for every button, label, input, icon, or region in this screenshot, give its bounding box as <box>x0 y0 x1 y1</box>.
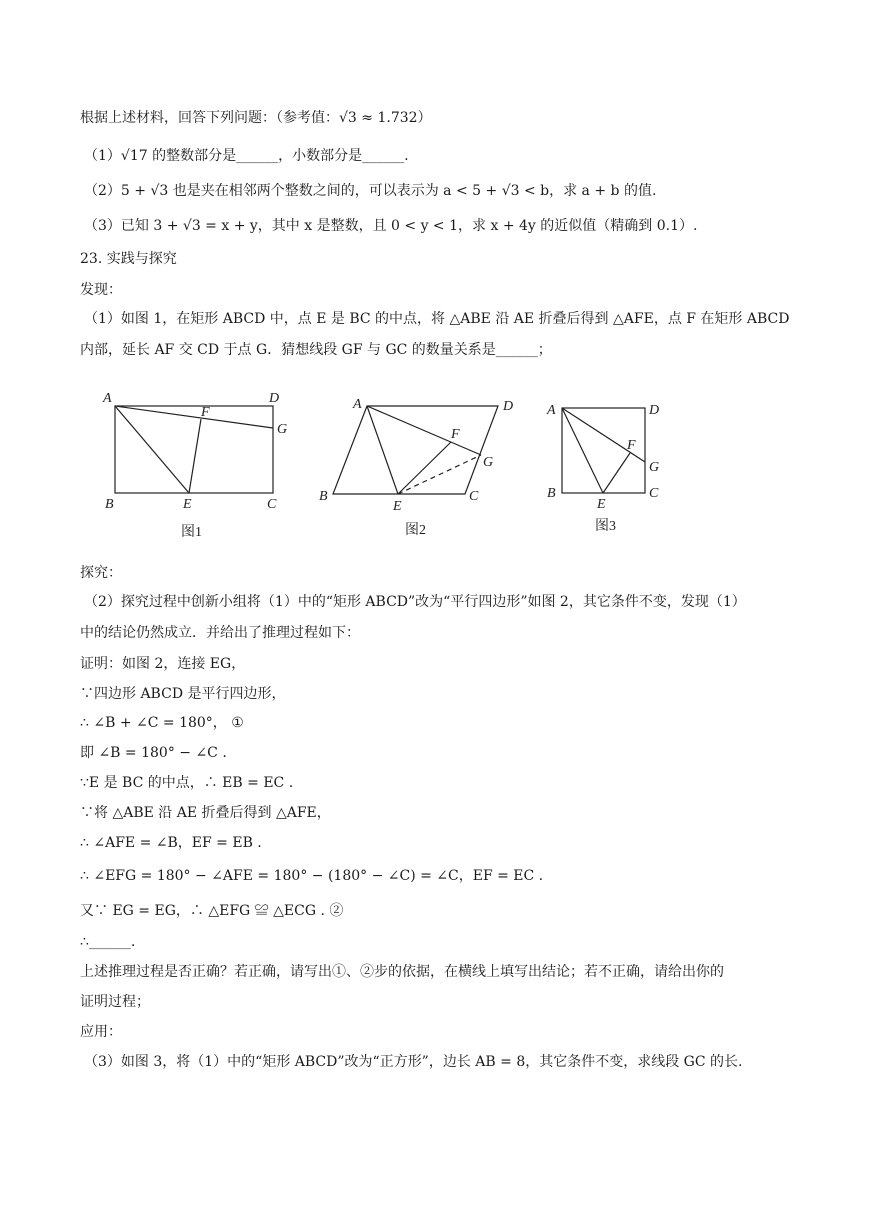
text-line-q2: （2）5 + √3 也是夹在相邻两个整数之间的，可以表示为 a < 5 + √3 < b，求 a + b 的值. <box>84 183 657 199</box>
text-line-q1: （1）√17 的整数部分是______，小数部分是______. <box>84 148 409 164</box>
fig1-segment-ae <box>115 406 189 493</box>
fig3-label-c: C <box>649 486 659 501</box>
fig2-label-d: D <box>503 399 514 414</box>
fig3-label-f: F <box>627 438 636 453</box>
fig1-segment-ag <box>115 406 273 428</box>
fig1-label-b: B <box>105 497 114 512</box>
fig2-parallelogram <box>333 406 498 494</box>
proof-line-conclusion: ∴______. <box>80 934 136 950</box>
proof-line-4: 即 ∠B = 180° − ∠C . <box>80 745 227 761</box>
proof-line-8: ∴ ∠EFG = 180° − ∠AFE = 180° − (180° − ∠C) = ∠C，EF = EC . <box>80 868 544 884</box>
fig3-caption: 图3 <box>595 519 616 534</box>
proof-line-9: 又∵ EG = EG，∴ △EFG ≌ △ECG . ② <box>80 903 344 919</box>
fig3-label-d: D <box>649 403 660 418</box>
fig2-label-e: E <box>393 499 402 514</box>
figure-2 <box>333 406 498 494</box>
text-line-part2-cont: 中的结论仍然成立．并给出了推理过程如下： <box>80 625 360 641</box>
fig1-label-a: A <box>103 391 112 406</box>
proof-line-1: 证明：如图 2，连接 EG， <box>80 656 246 672</box>
fig2-label-b: B <box>319 489 328 504</box>
fig2-label-g: G <box>483 455 494 470</box>
text-line-part3: （3）如图 3，将（1）中的“矩形 ABCD”改为“正方形”，边长 AB = 8，其它条件不变，求线段 GC 的长. <box>84 1054 743 1070</box>
section-heading-apply: 应用： <box>80 1024 122 1040</box>
fig2-segment-ef <box>398 442 451 494</box>
fig1-label-c: C <box>267 497 277 512</box>
proof-line-5: ∵E 是 BC 的中点，∴ EB = EC . <box>80 775 294 791</box>
fig1-label-g: G <box>277 422 288 437</box>
text-line-question: 上述推理过程是否正确？若正确，请写出①、②步的依据，在横线上填写出结论；若不正确，请给出你的 <box>80 964 724 980</box>
section-heading-explore: 探究： <box>80 565 122 581</box>
text-line-q3: （3）已知 3 + √3 = x + y，其中 x 是整数，且 0 < y < 1，求 x + 4y 的近似值（精确到 0.1）. <box>84 218 698 234</box>
fig3-label-a: A <box>547 403 556 418</box>
fig2-label-f: F <box>451 427 460 442</box>
proof-line-2: ∵四边形 ABCD 是平行四边形， <box>80 686 286 702</box>
figure-1 <box>115 406 273 493</box>
fig2-caption: 图2 <box>405 523 426 538</box>
fig3-label-g: G <box>649 460 660 475</box>
fig3-label-b: B <box>547 486 556 501</box>
fig1-label-e: E <box>183 497 192 512</box>
fig2-segment-ae <box>367 406 398 494</box>
fig2-label-c: C <box>469 489 479 504</box>
fig2-segment-ag <box>367 406 481 455</box>
text-line-question-cont: 证明过程； <box>80 994 150 1010</box>
fig2-label-a: A <box>353 397 362 412</box>
fig1-segment-ef <box>189 419 201 493</box>
fig1-caption: 图1 <box>181 525 202 540</box>
section-heading-discover: 发现： <box>80 282 122 298</box>
figures-group <box>95 380 715 545</box>
proof-line-6: ∵将 △ABE 沿 AE 折叠后得到 △AFE， <box>80 805 331 821</box>
text-line-part1: （1）如图 1，在矩形 ABCD 中，点 E 是 BC 的中点，将 △ABE 沿 AE 折叠后得到 △AFE，点 F 在矩形 ABCD <box>84 311 790 327</box>
proof-line-3: ∴ ∠B + ∠C = 180°， ① <box>80 715 244 731</box>
proof-line-7: ∴ ∠AFE = ∠B，EF = EB . <box>80 835 262 851</box>
fig1-label-f: F <box>201 405 210 420</box>
text-line-part1-cont: 内部，延长 AF 交 CD 于点 G．猜想线段 GF 与 GC 的数量关系是______； <box>80 342 552 358</box>
problem-number: 23. 实践与探究 <box>80 251 177 267</box>
text-line-intro: 根据上述材料，回答下列问题：（参考值：√3 ≈ 1.732） <box>80 110 432 126</box>
text-line-part2: （2）探究过程中创新小组将（1）中的“矩形 ABCD”改为“平行四边形”如图 2，其它条件不变，发现（1） <box>84 594 746 610</box>
fig3-segment-ef <box>603 453 630 493</box>
fig1-rectangle <box>115 406 273 493</box>
fig3-label-e: E <box>597 497 606 512</box>
fig1-label-d: D <box>269 391 280 406</box>
